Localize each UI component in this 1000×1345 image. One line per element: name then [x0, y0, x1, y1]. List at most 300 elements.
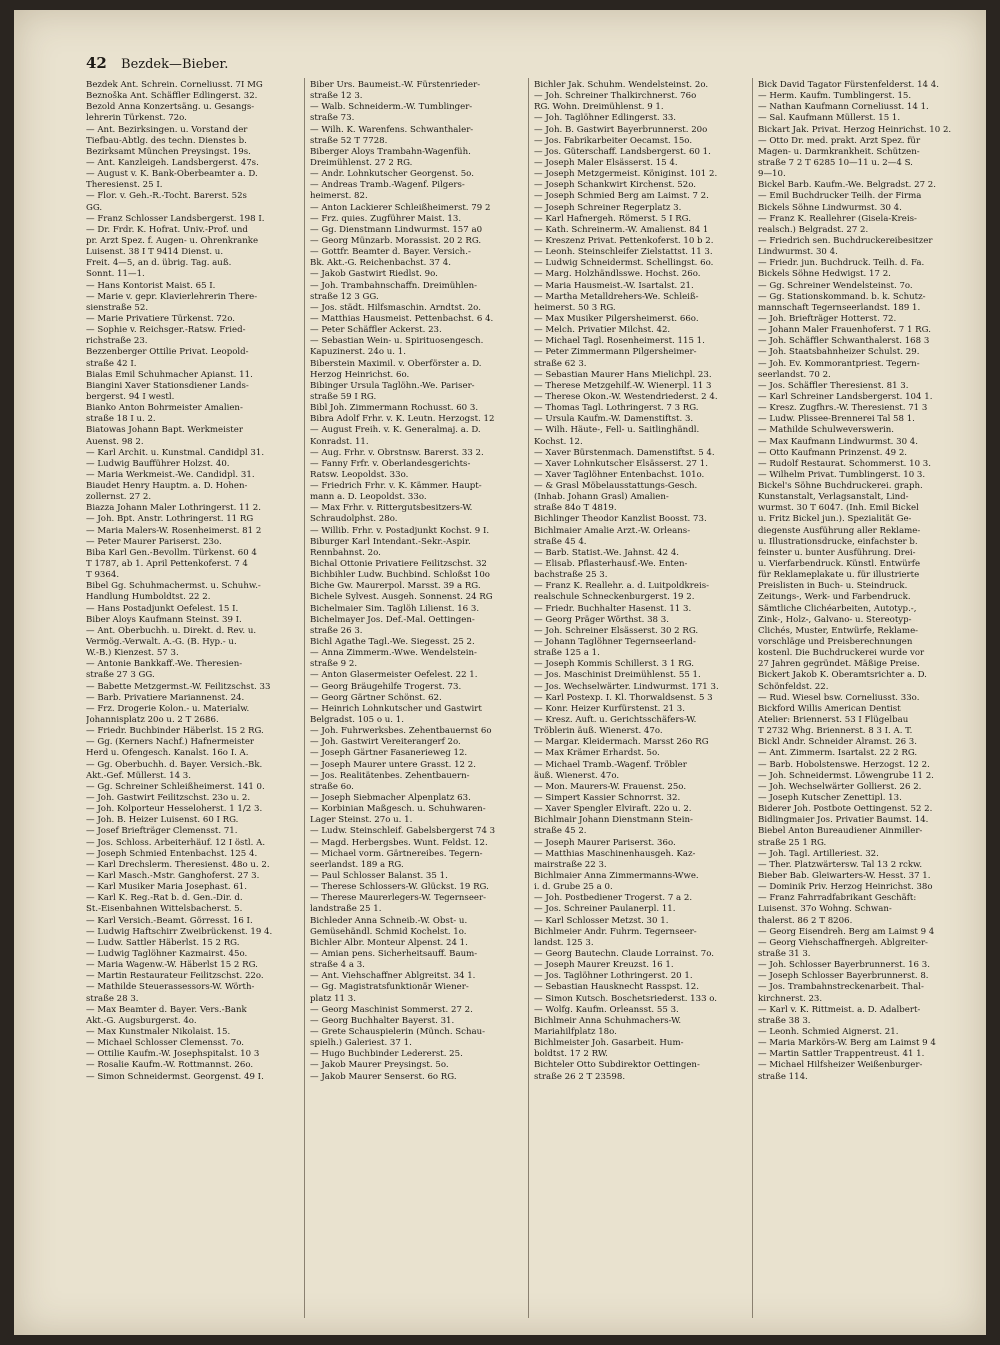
directory-entry-line: — Joseph Maurer untere Grasst. 12 2. [310, 759, 476, 770]
directory-entry-line: spielh.) Galeriest. 37 1. [310, 1038, 412, 1049]
directory-entry-line: Luisenst. 37o Wohng. Schwan- [758, 904, 892, 915]
directory-entry-line: — Barb. Statist.-We. Jahnst. 42 4. [534, 547, 680, 558]
directory-entry-line: — Gg. Schreiner Wendelsteinst. 7o. [758, 280, 913, 291]
directory-entry-line: — Joseph Metzgermeist. Königinst. 101 2. [534, 169, 718, 180]
directory-entry-line: — Michael Tagl. Rosenheimerst. 115 1. [534, 336, 705, 347]
directory-entry-line: Beznoška Ant. Schäffler Edlingerst. 32. [86, 91, 258, 102]
directory-entry-line: — Jos. städt. Hilfsmaschin. Arndtst. 2o. [310, 302, 481, 313]
directory-entry-line: — August Freih. v. K. Generalmaj. a. D. [310, 425, 481, 436]
directory-entry-line: — Willib. Frhr. v. Postadjunkt Kochst. 9 I. [310, 525, 490, 536]
directory-entry-line: — Max Kunstmaler Nikolaist. 15. [86, 1026, 231, 1037]
directory-entry-line: — Amian pens. Sicherheitsauff. Baum- [310, 948, 478, 959]
directory-entry-line: — Joh. Bpt. Anstr. Lothringerst. 11 RG [86, 514, 254, 525]
directory-entry-line: — Martin Sattler Trappentreust. 41 1. [758, 1049, 925, 1060]
column-divider [304, 78, 305, 1318]
directory-entry-line: — Joh. Schneidermst. Löwengrube 11 2. [758, 770, 934, 781]
directory-entry-line: — Jakob Maurer Preysingst. 5o. [310, 1060, 449, 1071]
directory-entry-line: — Ant. Viehschaffner Ablgreitst. 34 1. [310, 971, 476, 982]
directory-entry-line: — Ursula Kaufm.-W. Damenstiftst. 3. [534, 414, 694, 425]
directory-entry-line: Bibl Joh. Zimmermann Rochusst. 60 3. [310, 403, 479, 414]
directory-entry-line: — Maria Hausmeist.-W. Isartalst. 21. [534, 280, 694, 291]
directory-entry-line: — Flor. v. Geh.-R.-Tocht. Barerst. 52s [86, 191, 247, 202]
directory-entry-line: Schönfeldst. 22. [758, 681, 829, 692]
directory-entry-line: — Georg Präger Wörthst. 38 3. [534, 614, 669, 625]
directory-entry-line: — Georg Bräugehilfe Trogerst. 73. [310, 681, 462, 692]
directory-entry-line: straße 45 4. [534, 536, 587, 547]
directory-entry-line: — Martin Restaurateur Feilitzschst. 22o. [86, 971, 264, 982]
directory-entry-line: — Gg. Oberbuchh. d. Bayer. Versich.-Bk. [86, 759, 263, 770]
directory-entry-line: — Melch. Privatier Milchst. 42. [534, 325, 671, 336]
directory-entry-line: — Leonh. Schmied Aignerst. 21. [758, 1026, 899, 1037]
directory-entry-line: — Barb. Privatiere Mariannenst. 24. [86, 692, 245, 703]
directory-entry-line: mann a. D. Leopoldst. 33o. [310, 492, 427, 503]
directory-entry-line: — Kresz. Auft. u. Gerichtsschäfers-W. [534, 715, 697, 726]
directory-entry-line: straße 52 T 7728. [310, 135, 388, 146]
directory-entry-line: — Hugo Buchbinder Ledererst. 25. [310, 1049, 463, 1060]
directory-entry-line: mairstraße 22 3. [534, 859, 607, 870]
directory-entry-line: — Heinrich Lohnkutscher und Gastwirt [310, 703, 482, 714]
directory-entry-line: — Michael Hilfsheizer Weißenburger- [758, 1060, 923, 1071]
directory-entry-line: — Josef Briefträger Clemensst. 71. [86, 826, 238, 837]
directory-entry-line: Akt.-Gef. Müllerst. 14 3. [86, 770, 192, 781]
directory-entry-line: Tiefbau-Abtlg. des techn. Dienstes b. [86, 135, 247, 146]
directory-entry-line: — Ludw. Steinschleif. Gabelsbergerst 74 3 [310, 826, 496, 837]
directory-entry-line: Kochst. 12. [534, 436, 583, 447]
directory-entry-line: — Joh. Briefträger Hotterst. 72. [758, 313, 897, 324]
directory-entry-line: — Xaver Spengler Elviraft. 22o u. 2. [534, 804, 692, 815]
directory-entry-line: — Max Musiker Pilgersheimerst. 66o. [534, 313, 699, 324]
directory-entry-line: Bichl Agathe Tagl.-We. Siegesst. 25 2. [310, 637, 475, 648]
directory-entry-line: Biberger Aloys Trambahn-Wagenfüh. [310, 146, 471, 157]
directory-entry-line: — Max Frhr. v. Rittergutsbesitzers-W. [310, 503, 473, 514]
directory-entry-line: straße 7 2 T 6285 10—11 u. 2—4 S. [758, 157, 913, 168]
directory-entry-line: — Matthias Hausmeist. Pettenbachst. 6 4. [310, 313, 494, 324]
directory-entry-line: — Karl Postexp. I. Kl. Thorwaldsenst. 5 3 [534, 692, 713, 703]
directory-entry-line: lehrerin Türkenst. 72o. [86, 113, 187, 124]
directory-entry-line: 27 Jahren gegründet. Mäßige Preise. [758, 659, 920, 670]
directory-entry-line: Belgradst. 105 o u. 1. [310, 715, 404, 726]
directory-entry-line: — Karl Versich.-Beamt. Görresst. 16 I. [86, 915, 253, 926]
directory-entry-line: Magen- u. Darmkrankheit. Schützen- [758, 146, 920, 157]
directory-entry-line: — Jos. Güterschaff. Landsbergerst. 60 1. [534, 146, 711, 157]
directory-entry-line: Biche Gw. Maurerpol. Marsst. 39 a RG. [310, 581, 481, 592]
directory-entry-line: — Joh. B. Gastwirt Bayerbrunnerst. 20o [534, 124, 708, 135]
directory-entry-line: — Wilh. K. Warenfens. Schwanthaler- [310, 124, 474, 135]
directory-entry-line: — Marg. Holzhändlsswe. Hochst. 26o. [534, 269, 701, 280]
directory-entry-line: — Leonh. Steinschleifer Zielstattst. 11 3. [534, 247, 713, 258]
directory-entry-line: — Ottilie Kaufm.-W. Josephspitalst. 10 3 [86, 1049, 260, 1060]
directory-entry-line: — Max Krämer Erhardst. 5o. [534, 748, 660, 759]
directory-entry-line: — Joh. Kolporteur Hesseloherst. 1 1/2 3. [86, 804, 263, 815]
directory-entry-line: — Rudolf Restaurat. Schommerst. 10 3. [758, 458, 931, 469]
directory-entry-line: — Therese Maurerlegers-W. Tegernseer- [310, 893, 486, 904]
directory-entry-line: Biburger Karl Intendant.-Sekr.-Aspir. [310, 536, 471, 547]
directory-entry-line: straße 12 3 GG. [310, 291, 379, 302]
directory-entry-line: — Joseph Maurer Kreuzst. 16 1. [534, 960, 674, 971]
directory-entry-line: Ratsw. Leopoldst. 33o. [310, 469, 409, 480]
directory-entry-line: — Mathilde Steuerassessors-W. Wörth- [86, 982, 255, 993]
directory-entry-line: — Sebastian Wein- u. Spirituosengesch. [310, 336, 484, 347]
directory-entry-line: — Georg Maschinist Sommerst. 27 2. [310, 1004, 473, 1015]
directory-entry-line: — Jos. Taglöhner Lothringerst. 20 1. [534, 971, 693, 982]
directory-entry-line: — Frz. quies. Zugführer Maist. 13. [310, 213, 462, 224]
directory-entry-line: — Ludw. Sattler Häberlst. 15 2 RG. [86, 937, 240, 948]
directory-entry-line: — Jos. Realitätenbes. Zehentbauern- [310, 770, 470, 781]
directory-entry-line: — Marie Privatiere Türkenst. 72o. [86, 313, 235, 324]
directory-entry-line: heimerst. 50 3 RG. [534, 302, 616, 313]
directory-entry-line: — Georg Münzarb. Morassist. 20 2 RG. [310, 235, 482, 246]
directory-entry-line: — Gg. Dienstmann Lindwurmst. 157 a0 [310, 224, 483, 235]
directory-column-2 [310, 80, 528, 1083]
directory-entry-line: — Joh. Schreiner Thalkirchnerst. 76o [534, 91, 697, 102]
directory-entry-line: straße 31 3. [758, 948, 811, 959]
directory-entry-line: — Jos. Wechselwärter. Lindwurmst. 171 3. [534, 681, 719, 692]
directory-entry-line: Tröblerin äuß. Wienerst. 47o. [534, 726, 663, 737]
directory-entry-line: — Anna Zimmerm.-Wwe. Wendelstein- [310, 648, 477, 659]
directory-entry-line: — Karl Schreiner Landsbergerst. 104 1. [758, 391, 933, 402]
directory-entry-line: mannschaft Tegernseerlandst. 189 1. [758, 302, 921, 313]
directory-entry-line: (Inhab. Johann Grasl) Amalien- [534, 492, 669, 503]
directory-entry-line: Bichteler Otto Subdirektor Oettingen- [534, 1060, 700, 1071]
directory-entry-line: — Ant. Zimmerm. Isartalst. 22 2 RG. [758, 748, 918, 759]
directory-entry-line: — Herm. Kaufm. Tumblingerst. 15. [758, 91, 912, 102]
directory-entry-line: — Dr. Frdr. K. Hofrat. Univ.-Prof. und [86, 224, 248, 235]
directory-entry-line: — Xaver Taglöhner Entenbachst. 101o. [534, 469, 705, 480]
directory-entry-line: Gemüsehändl. Schmid Kochelst. 1o. [310, 926, 467, 937]
directory-entry-line: Handlung Humboldtst. 22 2. [86, 592, 211, 603]
directory-entry-line: Konradst. 11. [310, 436, 369, 447]
directory-entry-line: — Kreszenz Privat. Pettenkoferst. 10 b 2. [534, 235, 714, 246]
directory-entry-line: Biaudet Henry Hauptm. a. D. Hohen- [86, 481, 248, 492]
directory-entry-line: — Joh. Staatsbahnheizer Schulst. 29. [758, 347, 920, 358]
directory-entry-line: — Grete Schauspielerin (Münch. Schau- [310, 1026, 486, 1037]
directory-entry-line: — Sal. Kaufmann Müllerst. 15 1. [758, 113, 901, 124]
directory-entry-line: — Ludw. Plissee-Brennerei Tal 58 1. [758, 414, 915, 425]
directory-entry-line: — Maria Markörs-W. Berg am Laimst 9 4 [758, 1038, 936, 1049]
directory-entry-line: — Joseph Schmied Berg am Laimst. 7 2. [534, 191, 709, 202]
directory-entry-line: Bichleder Anna Schneib.-W. Obst- u. [310, 915, 468, 926]
directory-entry-line: — Simon Kutsch. Boschetsriederst. 133 o. [534, 993, 718, 1004]
directory-entry-line: — Max Kaufmann Lindwurmst. 30 4. [758, 436, 918, 447]
directory-entry-line: Bichlmeir Anna Schuhmachers-W. [534, 1015, 682, 1026]
directory-entry-line: realsch.) Belgradst. 27 2. [758, 224, 869, 235]
directory-entry-line: — Jakob Maurer Senserst. 6o RG. [310, 1071, 457, 1082]
directory-entry-line: — Max Beamter d. Bayer. Vers.-Bank [86, 1004, 247, 1015]
directory-entry-line: — Mathilde Schulweverswerin. [758, 425, 895, 436]
directory-entry-line: Bichlmeister Joh. Gasarbeit. Hum- [534, 1038, 684, 1049]
directory-entry-line: — Franz K. Reallehr. a. d. Luitpoldkreis- [534, 581, 710, 592]
directory-entry-line: — Friedr. jun. Buchdruck. Teilh. d. Fa. [758, 258, 925, 269]
directory-entry-line: — Emil Buchdrucker Teilh. der Firma [758, 191, 922, 202]
directory-entry-line: — Joseph Gärtner Fasanerieweg 12. [310, 748, 468, 759]
directory-entry-line: u. Vierfarbendruck. Künstl. Entwürfe [758, 559, 921, 570]
directory-entry-line: kirchnerst. 23. [758, 993, 823, 1004]
directory-entry-line: — Mon. Maurers-W. Frauenst. 25o. [534, 781, 687, 792]
directory-entry-line: — Maria Werkmeist.-We. Candidpl. 31. [86, 469, 255, 480]
directory-entry-line: Preislisten in Buch- u. Steindruck. [758, 581, 908, 592]
directory-entry-line: — Andreas Tramb.-Wagenf. Pilgers- [310, 180, 465, 191]
directory-entry-line: Biber Aloys Kaufmann Steinst. 39 I. [86, 614, 242, 625]
directory-entry-line: Akt.-G. Augsburgerst. 4o. [86, 1015, 197, 1026]
directory-entry-line: Bichlmaier Amalie Arzt.-W. Orleans- [534, 525, 691, 536]
directory-entry-line: — Peter Maurer Pariserst. 23o. [86, 536, 222, 547]
directory-entry-line: i. d. Grube 25 a 0. [534, 882, 613, 893]
directory-entry-line: — Ther. Platzwärtersw. Tal 13 2 rckw. [758, 859, 923, 870]
directory-entry-line: pr. Arzt Spez. f. Augen- u. Ohrenkranke [86, 235, 259, 246]
directory-entry-line: Biderer Joh. Postbote Oettingenst. 52 2. [758, 804, 933, 815]
directory-entry-line: — Joseph Maurer Pariserst. 36o. [534, 837, 676, 848]
directory-entry-line: — Franz K. Reallehrer (Gisela-Kreis- [758, 213, 917, 224]
directory-entry-line: — Georg Bautechn. Claude Lorrainst. 7o. [534, 948, 715, 959]
directory-entry-line: Biangini Xaver Stationsdiener Lands- [86, 380, 249, 391]
directory-entry-line: — Joh. Tagl. Artilleriest. 32. [758, 848, 879, 859]
directory-entry-line: thalerst. 86 2 T 8206. [758, 915, 853, 926]
directory-entry-line: — Andr. Lohnkutscher Georgenst. 5o. [310, 169, 474, 180]
directory-entry-line: — Otto Kaufmann Prinzenst. 49 2. [758, 447, 908, 458]
directory-entry-line: Bibel Gg. Schuhmachermst. u. Schuhw.- [86, 581, 261, 592]
directory-entry-line: straße 6o. [310, 781, 354, 792]
directory-entry-line: — Barb. Hobolstenswe. Herzogst. 12 2. [758, 759, 930, 770]
directory-entry-line: straße 42 I. [86, 358, 137, 369]
directory-entry-line: — Jos. Schäffler Theresienst. 81 3. [758, 380, 909, 391]
directory-entry-line: — Friedrich Frhr. v. K. Kämmer. Haupt- [310, 481, 482, 492]
directory-entry-line: — Maria Wagenw.-W. Häberlst 15 2 RG. [86, 960, 258, 971]
directory-entry-line: Bezold Anna Konzertsäng. u. Gesangs- [86, 102, 255, 113]
directory-entry-line: — Martha Metalldrehers-We. Schleiß- [534, 291, 699, 302]
directory-entry-line: Zink-, Holz-, Galvano- u. Stereotyp- [758, 614, 912, 625]
directory-entry-line: Biberstein Maximil. v. Oberförster a. D. [310, 358, 482, 369]
directory-entry-line: diegenste Ausführung aller Reklame- [758, 525, 921, 536]
directory-entry-line: Bialas Emil Schuhmacher Apianst. 11. [86, 369, 253, 380]
directory-entry-line: — Michael Schlosser Clemensst. 7o. [86, 1038, 244, 1049]
directory-entry-line: — Rosalie Kaufm.-W. Rottmannst. 26o. [86, 1060, 254, 1071]
directory-entry-line: T 1787, ab 1. April Pettenkoferst. 7 4 [86, 559, 248, 570]
directory-entry-line: — Joseph Schankwirt Kirchenst. 52o. [534, 180, 696, 191]
directory-entry-line: — Marie v. gepr. Klavierlehrerin There- [86, 291, 258, 302]
directory-entry-line: — Franz Fahrradfabrikant Geschäft: [758, 893, 917, 904]
directory-column-1 [86, 80, 304, 1083]
directory-entry-line: — Therese Ökon.-W. Westendriederst. 2 4. [534, 391, 718, 402]
directory-entry-line: — Franz Schlosser Landsbergerst. 198 I. [86, 213, 265, 224]
directory-entry-line: straße 125 a 1. [534, 648, 600, 659]
directory-entry-line: Schraudolphst. 28o. [310, 514, 398, 525]
directory-entry-line: RG. Wohn. Dreimühlenst. 9 1. [534, 102, 664, 113]
page-number: 42 [86, 54, 107, 72]
directory-entry-line: — Georg Gärtner Schönst. 62. [310, 692, 442, 703]
directory-entry-line: straße 4 a 3. [310, 960, 365, 971]
directory-entry-line: Bickel's Söhne Buchdruckerei. graph. [758, 481, 923, 492]
directory-entry-line: — Joh. Trambahnschaffn. Dreimühlen- [310, 280, 478, 291]
directory-entry-line: — Georg Eisendreh. Berg am Laimst 9 4 [758, 926, 935, 937]
directory-entry-line: Bibinger Ursula Taglöhn.-We. Pariser- [310, 380, 475, 391]
directory-entry-line: — Joh. Ev. Kommorantpriest. Tegern- [758, 358, 920, 369]
directory-entry-line: — Nathan Kaufmann Corneliusst. 14 1. [758, 102, 929, 113]
directory-entry-line: Bidlingmaier Jos. Privatier Baumst. 14. [758, 815, 929, 826]
directory-entry-line: — Xaver Lohnkutscher Elsässerst. 27 1. [534, 458, 708, 469]
directory-entry-line: vorschläge und Preisberechnungen [758, 637, 913, 648]
directory-entry-line: — Ludwig Baufführer Holzst. 40. [86, 458, 230, 469]
directory-entry-line: straße 84o T 4819. [534, 503, 617, 514]
directory-entry-line: äuß. Wienerst. 47o. [534, 770, 620, 781]
directory-entry-line: straße 18 I u. 2. [86, 414, 156, 425]
directory-entry-line: St.-Eisenbahnen Wittelsbacherst. 5. [86, 904, 243, 915]
directory-entry-line: — Dominik Priv. Herzog Heinrichst. 38o [758, 882, 933, 893]
directory-entry-line: — Friedr. Buchbinder Häberlst. 15 2 RG. [86, 726, 264, 737]
directory-entry-line: — Joh. Schreiner Elsässerst. 30 2 RG. [534, 625, 699, 636]
directory-entry-line: Bianko Anton Bohrmeister Amalien- [86, 403, 243, 414]
directory-entry-line: — Jos. Trambahnstreckenarbeit. Thal- [758, 982, 924, 993]
directory-entry-line: u. Fritz Bickel jun.). Spezialität Ge- [758, 514, 912, 525]
directory-entry-line: sienstraße 52. [86, 302, 149, 313]
directory-entry-line: Clichés, Muster, Entwürfe, Reklame- [758, 625, 919, 636]
directory-entry-line: — Joh. Schlosser Bayerbrunnerst. 16 3. [758, 960, 930, 971]
directory-entry-line: heimerst. 82. [310, 191, 368, 202]
directory-entry-line: — Karl Masch.-Mstr. Ganghoferst. 27 3. [86, 870, 260, 881]
directory-entry-line: — Joseph Maler Elsässerst. 15 4. [534, 157, 678, 168]
directory-entry-line: — Simpert Kassier Schnorrst. 32. [534, 793, 681, 803]
directory-entry-line: Biazza Johann Maler Lothringerst. 11 2. [86, 503, 261, 514]
directory-entry-line: Bickart Jak. Privat. Herzog Heinrichst. 10 2. [758, 124, 952, 135]
directory-page [14, 10, 986, 1335]
directory-entry-line: — Jos. Maschinist Dreimühlenst. 55 1. [534, 670, 701, 681]
directory-entry-line: realschule Schneckenburgerst. 19 2. [534, 592, 695, 603]
directory-entry-line: — Ant. Kanzleigeh. Landsbergerst. 47s. [86, 157, 259, 168]
directory-entry-line: — Hans Kontorist Maist. 65 I. [86, 280, 216, 291]
directory-entry-line: — Peter Zimmermann Pilgersheimer- [534, 347, 697, 358]
directory-entry-line: — Kath. Schreinerm.-W. Amalienst. 84 1 [534, 224, 709, 235]
directory-entry-line: Bichlmair Johann Dienstmann Stein- [534, 815, 693, 826]
directory-entry-line: — Margar. Kleidermach. Marsst 26o RG [534, 737, 709, 748]
directory-entry-line: straße 27 3 GG. [86, 670, 155, 681]
directory-entry-line: — Wilhelm Privat. Tumblingerst. 10 3. [758, 469, 926, 480]
directory-entry-line: — Sophie v. Reichsger.-Ratsw. Fried- [86, 325, 246, 336]
directory-entry-line: — Maria Malers-W. Rosenheimerst. 81 2 [86, 525, 262, 536]
directory-entry-line: Biba Karl Gen.-Bevollm. Türkenst. 60 4 [86, 547, 257, 558]
directory-entry-line: — Karl v. K. Rittmeist. a. D. Adalbert- [758, 1004, 921, 1015]
directory-entry-line: Bichelmayer Jos. Def.-Mal. Oettingen- [310, 614, 475, 625]
directory-entry-line: — Karl Schlosser Metzst. 30 1. [534, 915, 669, 926]
directory-entry-line: — Joh. Wechselwärter Gollierst. 26 2. [758, 781, 922, 792]
directory-entry-line: straße 73. [310, 113, 355, 124]
directory-entry-line: wurmst. 30 T 6047. (Inh. Emil Bickel [758, 503, 919, 514]
directory-entry-line: seerlandst. 189 a RG. [310, 859, 404, 870]
directory-entry-line: Herd u. Ofengesch. Kanalst. 16o I. A. [86, 748, 249, 759]
directory-entry-line: straße 25 1 RG. [758, 837, 827, 848]
directory-entry-line: — Anton Glasermeister Oefelest. 22 1. [310, 670, 478, 681]
column-divider [528, 78, 529, 1318]
directory-entry-line: — Ludwig Taglöhner Kazmairst. 45o. [86, 948, 248, 959]
directory-entry-line: T 2732 Whg. Briennerst. 8 3 I. A. T. [758, 726, 913, 737]
directory-entry-line: — Magd. Herbergsbes. Wunt. Feldst. 12. [310, 837, 488, 848]
directory-entry-line: — Friedrich sen. Buchdruckereibesitzer [758, 235, 933, 246]
directory-entry-line: — Simon Schneidermst. Georgenst. 49 I. [86, 1071, 264, 1082]
directory-entry-line: richstraße 23. [86, 336, 148, 347]
directory-entry-line: Biber Urs. Baumeist.-W. Fürstenrieder- [310, 80, 481, 90]
directory-entry-line: Biatowas Johann Bapt. Werkmeister [86, 425, 243, 436]
directory-entry-line: Bick David Tagator Fürstenfelderst. 14 4. [758, 80, 939, 90]
directory-entry-line: Bichlinger Theodor Kanzlist Boosst. 73. [534, 514, 707, 525]
directory-entry-line: T 9364. [86, 570, 120, 581]
directory-entry-line: — Karl Archit. u. Kunstmal. Candidpl 31. [86, 447, 265, 458]
directory-entry-line: — Matthias Maschinenhausgeh. Kaz- [534, 848, 696, 859]
directory-entry-line: W.-B.) Kienzest. 57 3. [86, 648, 179, 659]
directory-entry-line: — Gg. Stationskommand. b. k. Schutz- [758, 291, 926, 302]
directory-entry-line: — Johann Taglöhner Tegernseerland- [534, 637, 696, 648]
directory-entry-line: kostenl. Die Buchdruckerei wurde vor [758, 648, 925, 659]
directory-entry-line: — Gg. (Kerners Nachf.) Hafnermeister [86, 737, 255, 748]
directory-entry-line: — Jos. Schloss. Arbeiterhäuf. 12 I östl. A. [86, 837, 266, 848]
directory-entry-line: Kunstanstalt, Verlagsanstalt, Lind- [758, 492, 909, 503]
directory-entry-line: Bichal Ottonie Privatiere Feilitzschst. 32 [310, 559, 487, 570]
directory-entry-line: Bickford Willis American Dentist [758, 703, 901, 714]
directory-entry-line: — Georg Viehschaffnergeh. Ablgreiter- [758, 937, 928, 948]
directory-entry-line: platz 11 3. [310, 993, 356, 1004]
directory-entry-line: Bezdek Ant. Schrein. Corneliusst. 7I MG [86, 80, 263, 90]
directory-entry-line: — Karl Hafnergeh. Römerst. 5 I RG. [534, 213, 691, 224]
directory-entry-line: straße 114. [758, 1071, 808, 1082]
directory-entry-line: — Wolfg. Kaufm. Orleansst. 55 3. [534, 1004, 679, 1015]
directory-entry-line: — Peter Schäffler Ackerst. 23. [310, 325, 442, 336]
directory-entry-line: — Hans Postadjunkt Oefelest. 15 I. [86, 603, 239, 614]
directory-entry-line: — Frz. Drogerie Kolon.- u. Materialw. [86, 703, 250, 714]
directory-entry-line: GG. [86, 202, 103, 213]
directory-entry-line: — Joseph Schlosser Bayerbrunnerst. 8. [758, 971, 929, 982]
directory-entry-line: — Joh. Taglöhner Edlingerst. 33. [534, 113, 677, 124]
directory-entry-line: Freit. 4—5, an d. übrig. Tag. auß. [86, 258, 232, 269]
page-header [86, 54, 228, 72]
directory-entry-line: — Ludwig Haftschirr Zweibrückenst. 19 4. [86, 926, 273, 937]
directory-entry-line: zollernst. 27 2. [86, 492, 152, 503]
directory-entry-line: — Joh. Gastwirt Vereiterangerf 2o. [310, 737, 461, 748]
directory-entry-line: Zeitungs-, Werk- und Farbendruck. [758, 592, 911, 603]
directory-entry-line: u. Illustrationsdrucke, einfachster b. [758, 536, 918, 547]
directory-entry-line: seerlandst. 70 2. [758, 369, 831, 380]
directory-entry-line: — Johann Maler Frauenhoferst. 7 1 RG. [758, 325, 931, 336]
directory-entry-line: — Joseph Schmied Entenbachst. 125 4. [86, 848, 258, 859]
directory-entry-line: Bichele Sylvest. Ausgeh. Sonnenst. 24 RG [310, 592, 493, 603]
directory-entry-line: — Karl Musiker Maria Josephast. 61. [86, 882, 247, 893]
directory-entry-line: — Karl K. Reg.-Rat b. d. Gen.-Dir. d. [86, 893, 243, 904]
directory-entry-line: Vermög.-Verwalt. A.-G. (B. Hyp.- u. [86, 637, 237, 648]
directory-entry-line: — Therese Schlossers-W. Glückst. 19 RG. [310, 882, 489, 893]
directory-entry-line: straße 28 3. [86, 993, 139, 1004]
directory-entry-line: Theresienst. 25 I. [86, 180, 163, 191]
directory-entry-line: — Gg. Magistratsfunktionär Wiener- [310, 982, 469, 993]
directory-entry-line: — Antonie Bankkaff.-We. Theresien- [86, 659, 243, 670]
directory-entry-line: — Otto Dr. med. prakt. Arzt Spez. für [758, 135, 921, 146]
directory-entry-line: landst. 125 3. [534, 937, 594, 948]
directory-entry-line: — Walb. Schneiderm.-W. Tumblinger- [310, 102, 473, 113]
directory-entry-line: Dreimühlenst. 27 2 RG. [310, 157, 413, 168]
directory-entry-line: — Paul Schlosser Balanst. 35 1. [310, 870, 448, 881]
directory-entry-line: — Korbinian Maßgesch. u. Schuhwaren- [310, 804, 486, 815]
directory-entry-line: straße 45 2. [534, 826, 587, 837]
directory-entry-line: — Elisab. Pflasterhausf.-We. Enten- [534, 559, 688, 570]
directory-entry-line: straße 12 3. [310, 91, 363, 102]
directory-entry-line: bergerst. 94 I westl. [86, 391, 175, 402]
directory-entry-line: — Jakob Gastwirt Riedlst. 9o. [310, 269, 438, 280]
directory-entry-line: Bibra Adolf Frhr. v. K. Leutn. Herzogst. 12 [310, 414, 495, 425]
directory-entry-line: Biebel Anton Bureaudiener Ainmiller- [758, 826, 923, 837]
directory-entry-line: — Karl Drechslerm. Theresienst. 48o u. 2. [86, 859, 270, 870]
directory-entry-line: — Ant. Oberbuchh. u. Direkt. d. Rev. u. [86, 625, 257, 636]
directory-entry-line: Bichelmaier Sim. Taglöh Lilienst. 16 3. [310, 603, 480, 614]
directory-entry-line: — Kresz. Zugfhrs.-W. Theresienst. 71 3 [758, 403, 928, 414]
directory-entry-line: Johannisplatz 20o u. 2 T 2686. [86, 715, 219, 726]
directory-entry-line: — Xaver Bürstenmach. Damenstiftst. 5 4. [534, 447, 715, 458]
directory-entry-line: landstraße 25 1. [310, 904, 382, 915]
directory-entry-line: — Ludwig Schneidermst. Schellingst. 6o. [534, 258, 714, 269]
